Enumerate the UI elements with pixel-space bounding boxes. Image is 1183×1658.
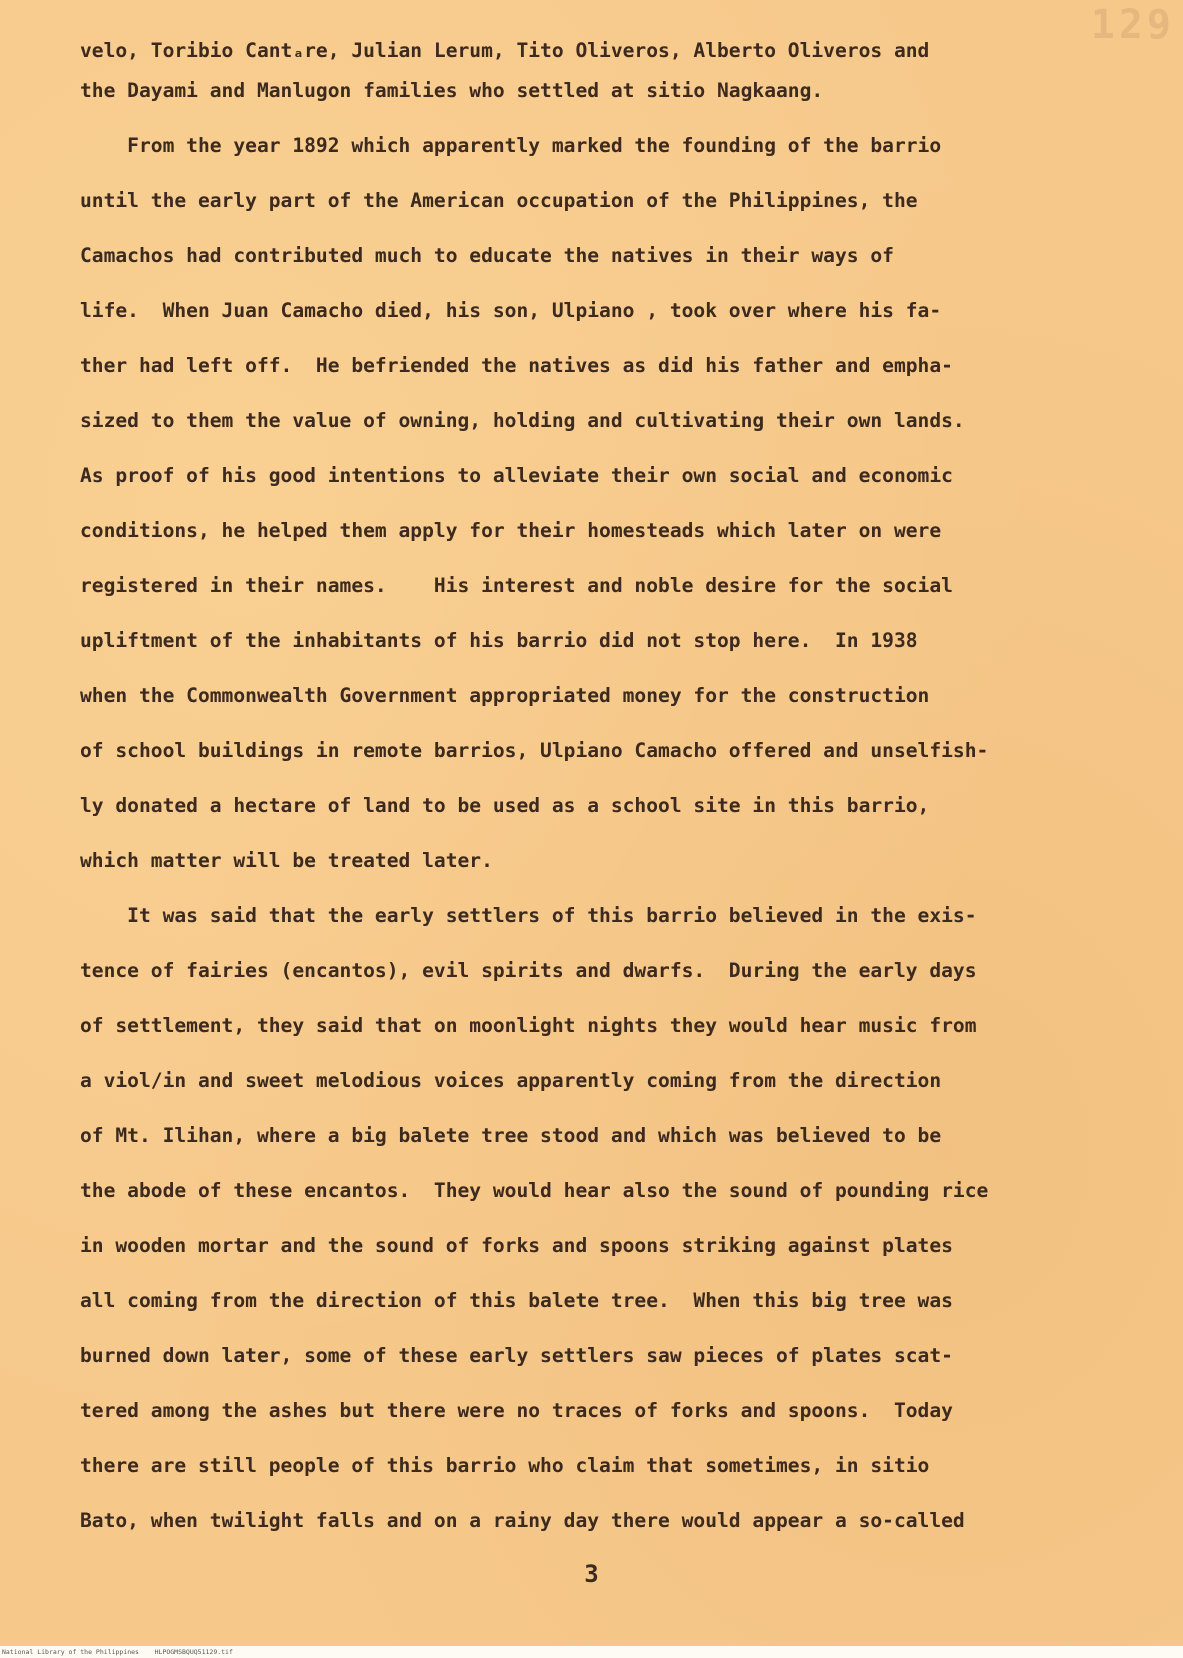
text-line: From the year 1892 which apparently marked the founding of the barrio bbox=[80, 134, 942, 157]
text-line: As proof of his good intentions to alleviate their own social and economic bbox=[80, 464, 953, 487]
text-line: velo, Toribio Cantₐre, Julian Lerum, Tito Oliveros, Alberto Oliveros and bbox=[80, 39, 930, 62]
text-line: a viol/in and sweet melodious voices apparently coming from the direction bbox=[80, 1069, 942, 1092]
text-line: ther had left off. He befriended the natives as did his father and empha- bbox=[80, 354, 953, 377]
text-line: burned down later, some of these early settlers saw pieces of plates scat- bbox=[80, 1344, 953, 1367]
archive-source-label: National Library of the Philippines HLPOGMSBQUQ51129.tif bbox=[2, 1648, 233, 1656]
text-line: tered among the ashes but there were no traces of forks and spoons. Today bbox=[80, 1399, 953, 1422]
text-line: there are still people of this barrio who claim that sometimes, in sitio bbox=[80, 1454, 930, 1477]
text-line: all coming from the direction of this balete tree. When this big tree was bbox=[80, 1289, 953, 1312]
text-line: Camachos had contributed much to educate the natives in their ways of bbox=[80, 244, 894, 267]
text-line: It was said that the early settlers of this barrio believed in the exis- bbox=[80, 904, 977, 927]
text-line: ly donated a hectare of land to be used as a school site in this barrio, bbox=[80, 794, 930, 817]
text-line: until the early part of the American occupation of the Philippines, the bbox=[80, 189, 918, 212]
text-line: life. When Juan Camacho died, his son, Ulpiano , took over where his fa- bbox=[80, 299, 942, 322]
text-line: upliftment of the inhabitants of his barrio did not stop here. In 1938 bbox=[80, 629, 918, 652]
page-footer-number: 3 bbox=[584, 1560, 599, 1588]
stamped-page-number: 129 bbox=[1090, 2, 1175, 48]
text-line: the Dayami and Manlugon families who settled at sitio Nagkaang. bbox=[80, 79, 824, 102]
text-line: Bato, when twilight falls and on a rainy day there would appear a so-called bbox=[80, 1509, 965, 1532]
text-line: when the Commonwealth Government appropriated money for the construction bbox=[80, 684, 930, 707]
text-line: registered in their names. His interest and noble desire for the social bbox=[80, 574, 953, 597]
text-line: the abode of these encantos. They would hear also the sound of pounding rice bbox=[80, 1179, 989, 1202]
text-line: of school buildings in remote barrios, Ulpiano Camacho offered and unselfish- bbox=[80, 739, 989, 762]
text-line: sized to them the value of owning, holding and cultivating their own lands. bbox=[80, 409, 965, 432]
text-line: in wooden mortar and the sound of forks and spoons striking against plates bbox=[80, 1234, 953, 1257]
text-line: of settlement, they said that on moonlight nights they would hear music from bbox=[80, 1014, 977, 1037]
text-line: tence of fairies (encantos), evil spirits and dwarfs. During the early days bbox=[80, 959, 977, 982]
text-line: of Mt. Ilihan, where a big balete tree stood and which was believed to be bbox=[80, 1124, 942, 1147]
text-line: conditions, he helped them apply for their homesteads which later on were bbox=[80, 519, 942, 542]
typewritten-text-body bbox=[80, 36, 1140, 1561]
text-line: which matter will be treated later. bbox=[80, 849, 493, 872]
